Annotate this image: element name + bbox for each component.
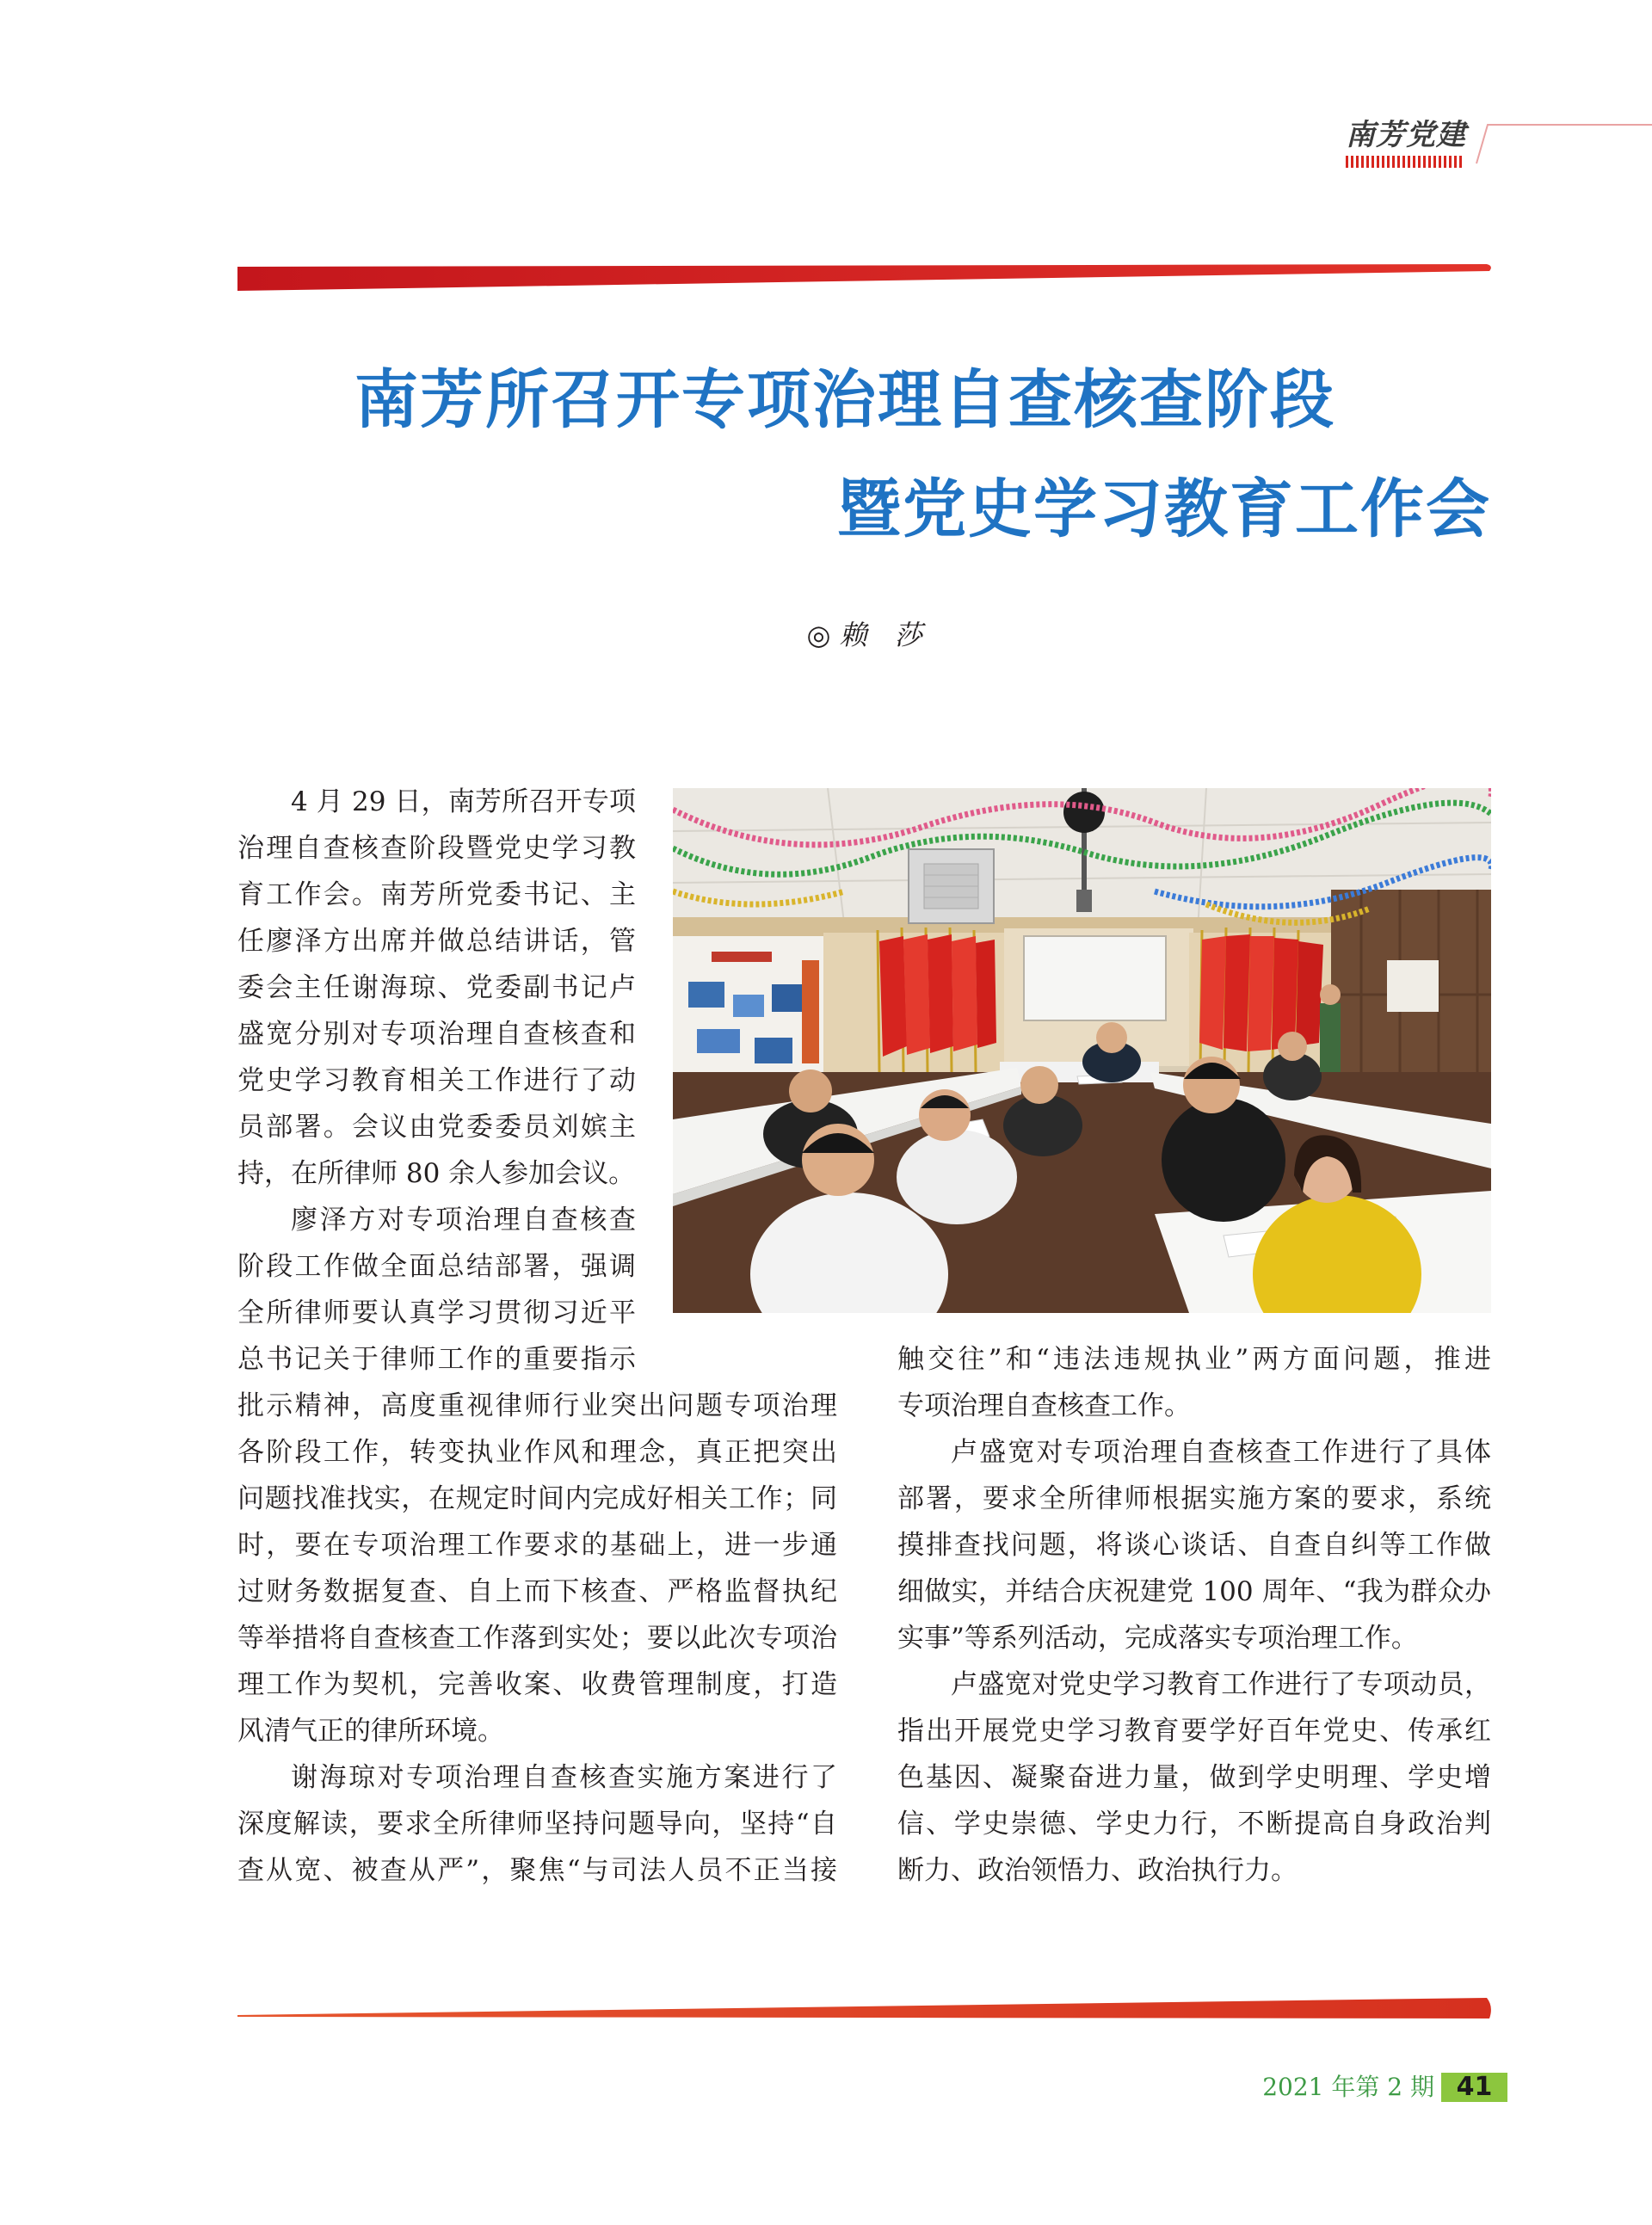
- text-line: 等举措将自查核查工作落到实处；要以此次专项治: [237, 1623, 837, 1654]
- text-line: 细做实，并结合庆祝建党 100 周年、“我为群众办: [897, 1576, 1491, 1607]
- text-line: 任廖泽方出席并做总结讲话，管: [237, 926, 636, 957]
- text-line: 信、学史崇德、学史力行，不断提高自身政治判: [897, 1809, 1491, 1840]
- page-number: 41: [1441, 2073, 1507, 2102]
- author-byline: ◎ 赖 莎: [806, 619, 922, 651]
- text-line: 卢盛宽对党史学习教育工作进行了专项动员，: [951, 1669, 1491, 1700]
- text-line: 治理自查核查阶段暨党史学习教: [237, 833, 636, 864]
- article-title-line-2: 暨党史学习教育工作会: [837, 472, 1491, 546]
- text-line: 阶段工作做全面总结部署，强调: [237, 1251, 636, 1282]
- text-line: 断力、政治领悟力、政治执行力。: [897, 1855, 1298, 1886]
- text-line: 育工作会。南芳所党委书记、主: [237, 879, 636, 910]
- text-line: 4 月 29 日，南芳所召开专项: [291, 786, 636, 817]
- text-line: 各阶段工作，转变执业作风和理念，真正把突出: [237, 1437, 837, 1468]
- text-line: 员部署。会议由党委委员刘嫔主: [237, 1112, 636, 1143]
- text-line: 理工作为契机，完善收案、收费管理制度，打造: [237, 1669, 837, 1700]
- text-line: 摸排查找问题，将谈心谈话、自查自纠等工作做: [897, 1530, 1491, 1561]
- text-line: 党史学习教育相关工作进行了动: [237, 1065, 636, 1096]
- projection-screen: [1024, 936, 1166, 1020]
- wood-wall: [1331, 890, 1491, 1100]
- text-line: 色基因、凝聚奋进力量，做到学史明理、学史增: [897, 1762, 1491, 1793]
- text-line: 专项治理自查核查工作。: [897, 1390, 1191, 1421]
- text-line: 卢盛宽对专项治理自查核查工作进行了具体: [951, 1437, 1491, 1468]
- article-title-line-1: 南芳所召开专项治理自查核查阶段: [354, 363, 1335, 437]
- left-text-column: [237, 779, 837, 1894]
- text-line: 总书记关于律师工作的重要指示: [237, 1344, 636, 1375]
- text-line: 持，在所律师 80 余人参加会议。: [237, 1158, 636, 1189]
- section-stripes: [1346, 156, 1463, 168]
- text-line: 时，要在专项治理工作要求的基础上，进一步通: [237, 1530, 837, 1561]
- text-line: 委会主任谢海琼、党委副书记卢: [237, 972, 636, 1003]
- text-line: 实事”等系列活动，完成落实专项治理工作。: [897, 1623, 1418, 1654]
- text-line: 廖泽方对专项治理自查核查: [291, 1205, 636, 1236]
- text-line: 指出开展党史学习教育要学好百年党史、传承红: [897, 1716, 1491, 1747]
- top-red-swoosh: [0, 258, 1652, 301]
- text-line: 谢海琼对专项治理自查核查实施方案进行了: [291, 1762, 837, 1793]
- text-line: 过财务数据复查、自上而下核查、严格监督执纪: [237, 1576, 837, 1607]
- bottom-red-swoosh: [0, 1988, 1652, 2031]
- text-line: 全所律师要认真学习贯彻习近平: [237, 1297, 636, 1328]
- section-title: 南芳党建: [1346, 118, 1466, 152]
- header-rule-line: [1463, 112, 1652, 172]
- text-line: 触交往”和“违法违规执业”两方面问题，推进: [897, 1344, 1491, 1375]
- text-line: 查从宽、被查从严”，聚焦“与司法人员不正当接: [237, 1855, 837, 1886]
- text-line: 盛宽分别对专项治理自查核查和: [237, 1019, 636, 1050]
- text-line: 深度解读，要求全所律师坚持问题导向，坚持“自: [237, 1809, 837, 1840]
- text-line: 问题找准找实，在规定时间内完成好相关工作；同: [237, 1483, 837, 1514]
- right-text-column: [897, 1336, 1491, 1894]
- text-line: 风清气正的律所环境。: [237, 1716, 504, 1747]
- text-line: 部署，要求全所律师根据实施方案的要求，系统: [897, 1483, 1491, 1514]
- ac-vent: [909, 849, 994, 923]
- text-line: 批示精神，高度重视律师行业突出问题专项治理: [237, 1390, 837, 1421]
- issue-label: 2021 年第 2 期: [1262, 2073, 1434, 2101]
